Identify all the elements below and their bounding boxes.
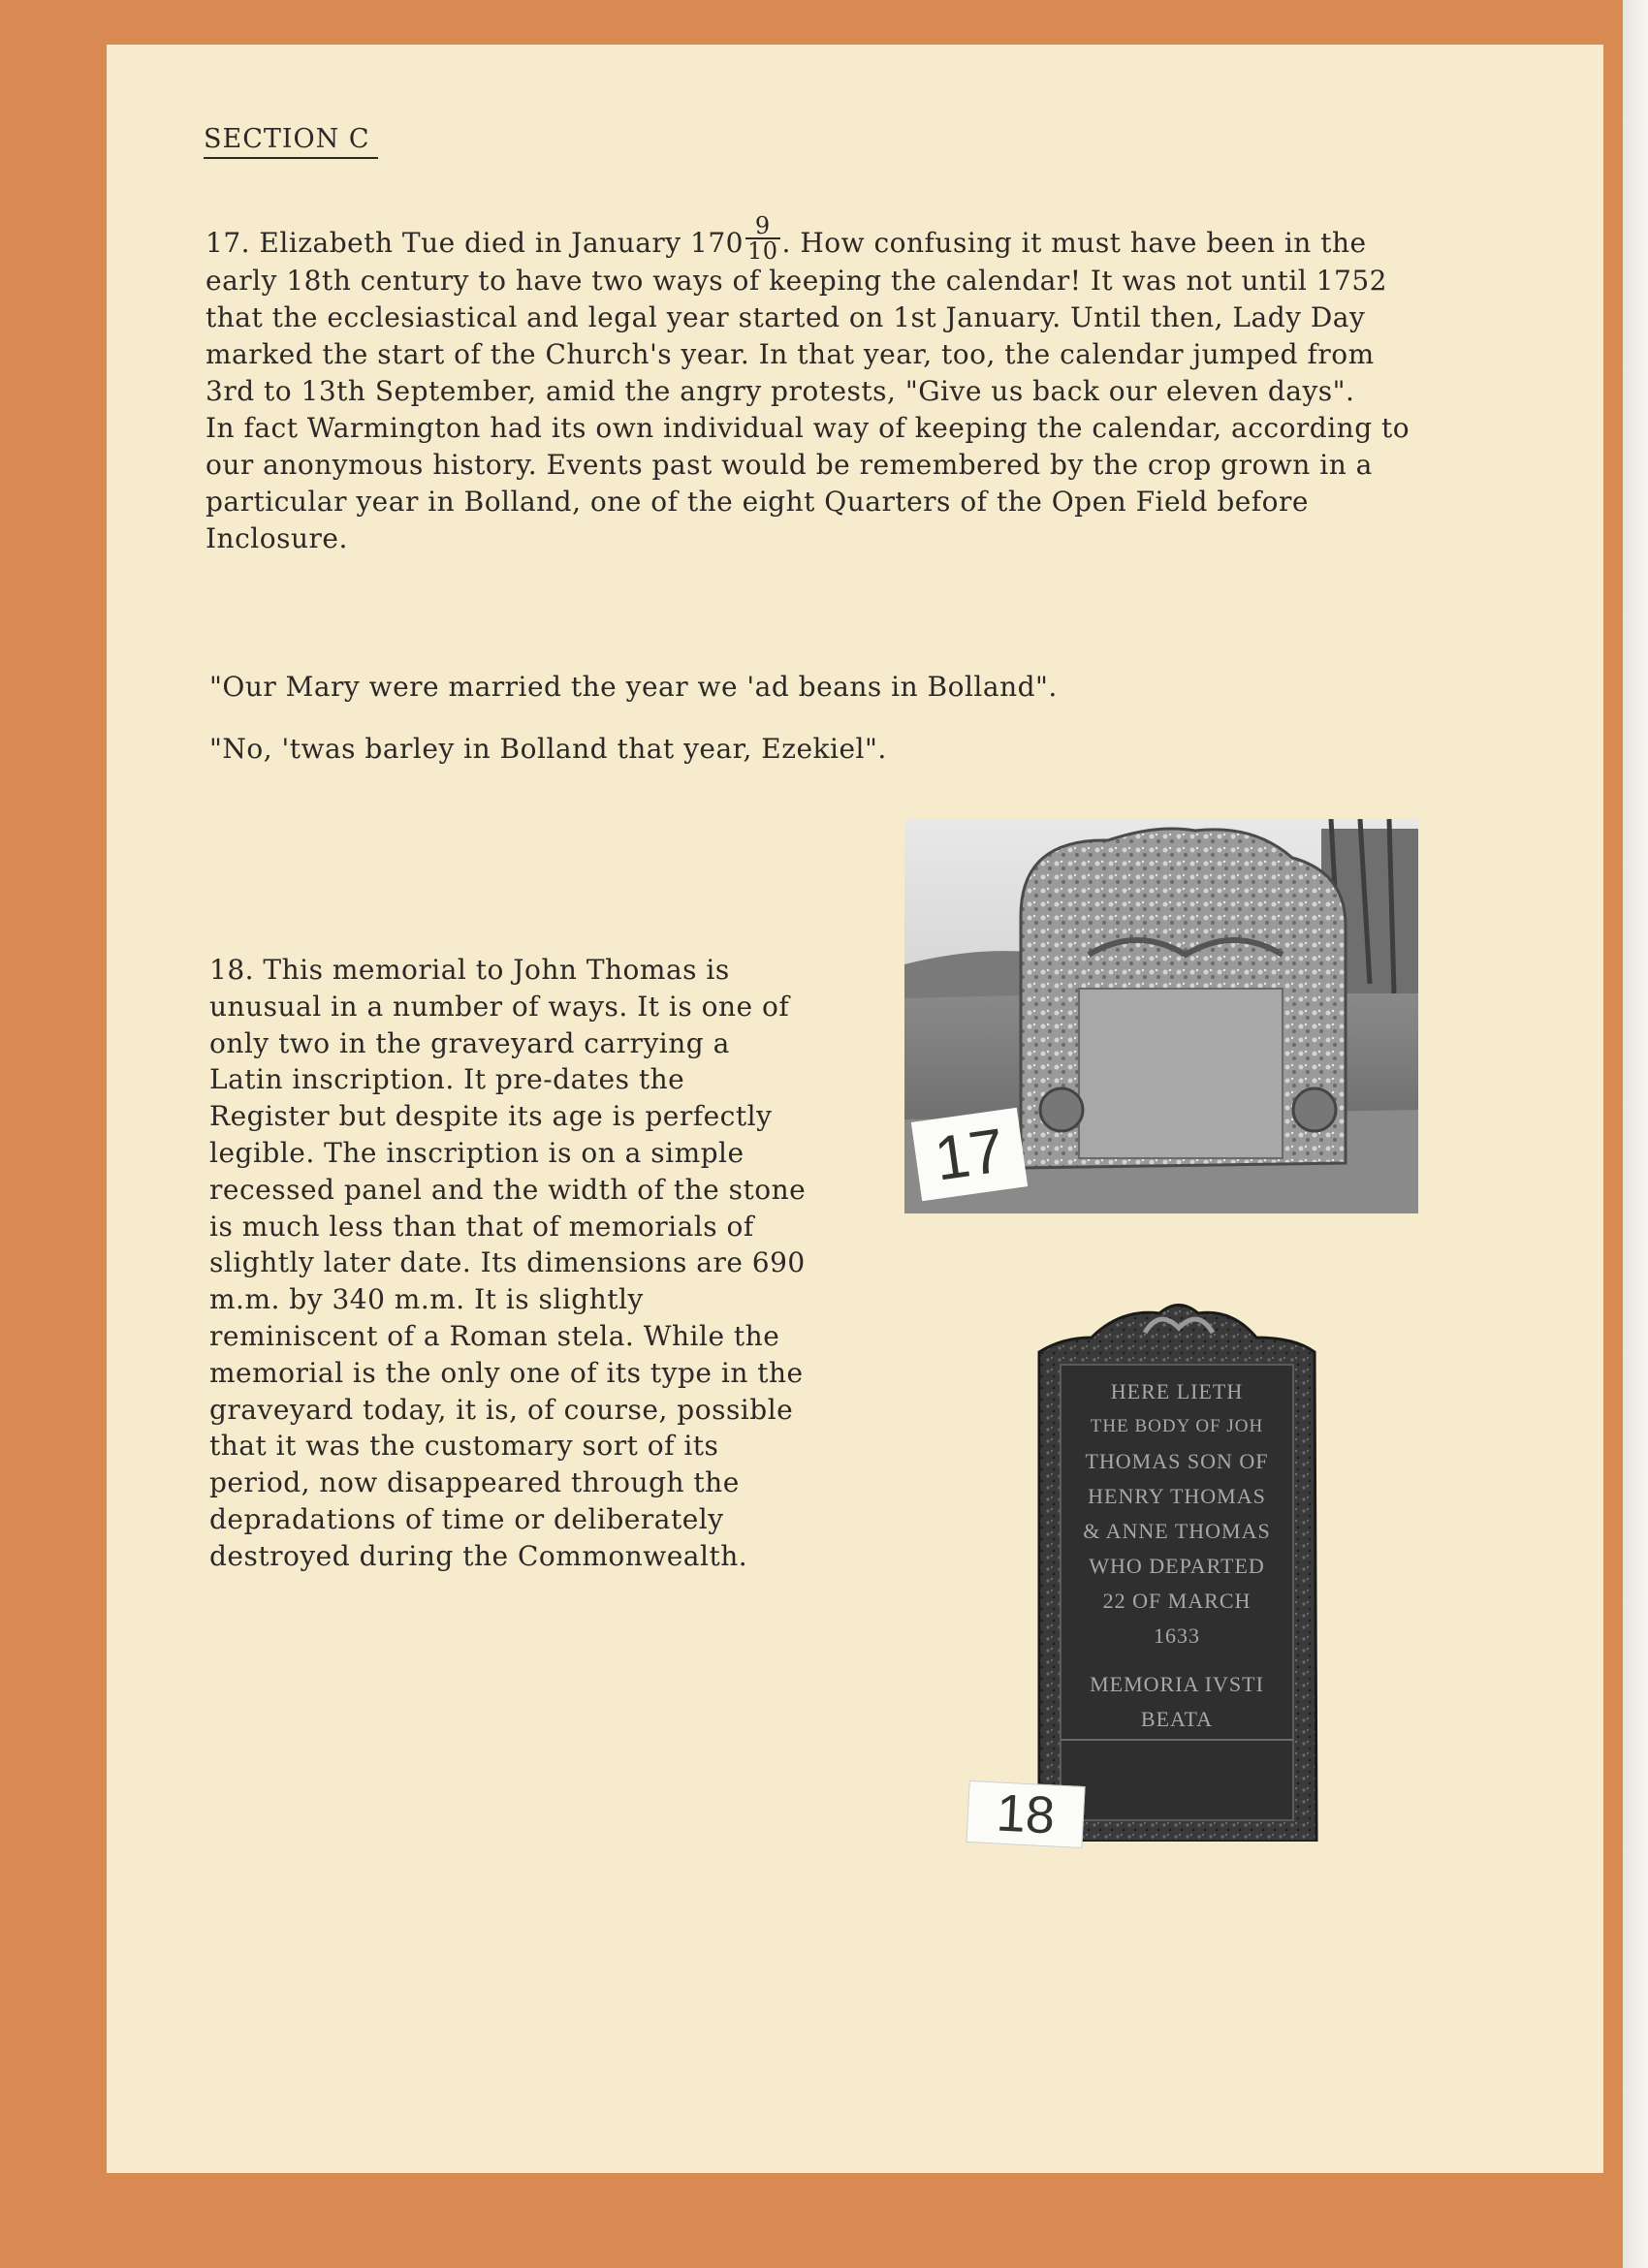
section-heading: SECTION C xyxy=(204,124,378,159)
inscription-line: HENRY THOMAS xyxy=(1088,1484,1266,1508)
item-17-body: In fact Warmington had its own individual way of keeping the calendar, according to our anonymous history. Events past would be remembered by the crop grown in a particular year in Bolland, one of the eight Quarters of the Open Field before Inclosure. xyxy=(206,411,1410,554)
inscription-line: BEATA xyxy=(1140,1707,1214,1731)
inscription-line: 22 OF MARCH xyxy=(1102,1589,1252,1613)
quote-barley: "No, 'twas barley in Bolland that year, Ezekiel". xyxy=(209,733,887,765)
fraction-denominator: 10 xyxy=(746,236,778,265)
item-17-intro-after: . How confusing it must have been in the early 18th century to have two ways of keeping the calendar! It was not until 1752 that the ecclesiastical and legal year started on 1st January. Until then, Lady Day marked the start of the Church's year. In that year, too, the calendar jumped from 3rd to 13th September, amid the angry protests, "Give us back our eleven days". xyxy=(206,227,1387,407)
photo-gravestone-17 xyxy=(904,819,1418,1213)
inscription-line: & ANNE THOMAS xyxy=(1083,1519,1271,1543)
stone-inscription xyxy=(1062,1374,1291,1737)
year-fraction xyxy=(745,211,780,265)
inscription-line: 1633 xyxy=(1154,1623,1200,1648)
quote-beans: "Our Mary were married the year we 'ad beans in Bolland". xyxy=(209,671,1058,703)
inscription-line: MEMORIA IVSTI xyxy=(1090,1672,1264,1696)
photo-18-label: 18 xyxy=(995,1783,1057,1845)
item-18-paragraph: 18. This memorial to John Thomas is unusual in a number of ways. It is one of only two in the graveyard carrying a Latin inscription. It pre-dates the Register but despite its age is perfectly legible. The inscription is on a simple recessed panel and the width of the stone is much less than that of memorials of slightly later date. Its dimensions are 690 m.m. by 340 m.m. It is slightly reminiscent of a Roman stela. While the memorial is the only one of its type in the graveyard today, it is, of course, possible that it was the customary sort of its period, now disappeared through the depradations of time or deliberately destroyed during the Commonwealth. xyxy=(209,954,807,1572)
board-edge xyxy=(1623,0,1648,2268)
inscription-line: THOMAS SON OF xyxy=(1085,1449,1269,1473)
fraction-numerator: 9 xyxy=(745,214,780,239)
photo-17-label: 17 xyxy=(930,1115,1009,1194)
photo-17-label-card xyxy=(911,1108,1028,1202)
inscription-line: THE BODY OF JOH xyxy=(1090,1416,1264,1436)
photo-gravestone-18 xyxy=(995,1299,1320,1845)
photo-18-label-card xyxy=(966,1780,1085,1848)
inscription-line: WHO DEPARTED xyxy=(1089,1554,1265,1578)
item-17-paragraph xyxy=(206,211,1417,557)
item-17-intro: 17. Elizabeth Tue died in January 170 xyxy=(206,227,744,259)
inscription-line: HERE LIETH xyxy=(1110,1379,1244,1403)
